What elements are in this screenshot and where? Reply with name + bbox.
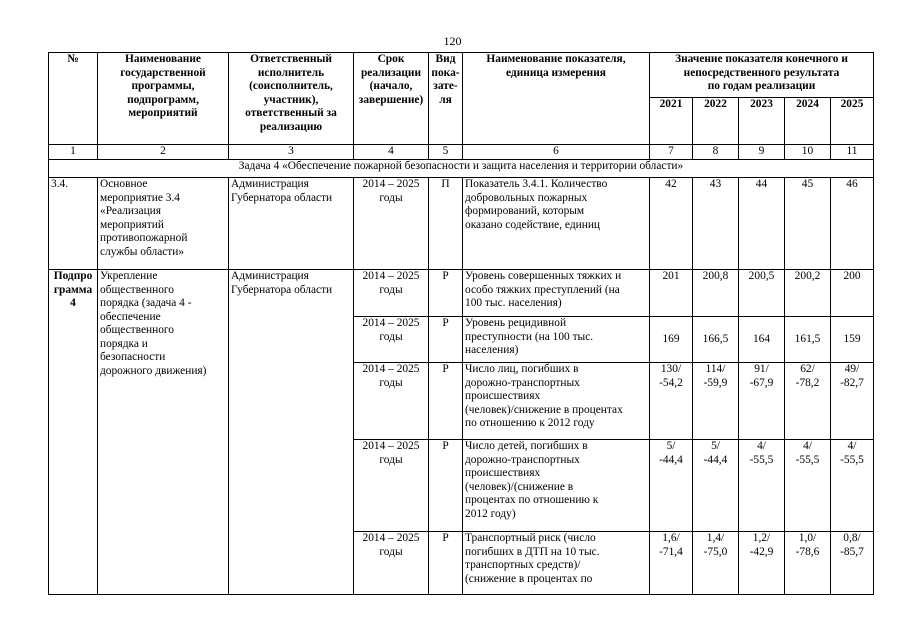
header-year: 2022 — [693, 98, 739, 145]
executor: Администрация Губернатора области — [229, 178, 354, 270]
indicator-type: Р — [429, 363, 463, 440]
indicator-type: Р — [429, 317, 463, 363]
value-2022: 200,8 — [693, 270, 739, 317]
indicator-name: Уровень рецидивной преступности (на 100 тыс. населения) — [463, 317, 650, 363]
header-year: 2021 — [650, 98, 693, 145]
subprogram-name: Укрепление общественного порядка (задача 4 - обеспечение общественного порядка и безопасности дорожного движения) — [98, 270, 229, 595]
value-2025: 159 — [831, 317, 874, 363]
header-values-title: Значение показателя конечного и непосредственного результата по годам реализации — [650, 53, 874, 98]
indicator-name: Уровень совершенных тяжких и особо тяжких преступлений (на 100 тыс. населения) — [463, 270, 650, 317]
indicator-name: Транспортный риск (число погибших в ДТП на 10 тыс. транспортных средств)/ (снижение в процентах по — [463, 532, 650, 595]
header-year: 2023 — [739, 98, 785, 145]
page-number: 120 — [443, 34, 462, 48]
value-2021: 169 — [650, 317, 693, 363]
table-row — [49, 270, 874, 317]
value-2025: 46 — [831, 178, 874, 270]
header-num: № — [49, 53, 98, 145]
value-2021: 130/ -54,2 — [650, 363, 693, 440]
value-2023: 4/ -55,5 — [739, 440, 785, 532]
indicator-type: П — [429, 178, 463, 270]
term: 2014 – 2025 годы — [354, 532, 429, 595]
term: 2014 – 2025 годы — [354, 317, 429, 363]
value-2024: 45 — [785, 178, 831, 270]
term: 2014 – 2025 годы — [354, 440, 429, 532]
col-number: 1 — [49, 145, 98, 160]
header-row-1 — [49, 53, 874, 98]
value-2021: 201 — [650, 270, 693, 317]
col-number: 7 — [650, 145, 693, 160]
value-2025: 49/ -82,7 — [831, 363, 874, 440]
header-year: 2024 — [785, 98, 831, 145]
value-2023: 164 — [739, 317, 785, 363]
value-2025: 200 — [831, 270, 874, 317]
indicator-type: Р — [429, 270, 463, 317]
task-title: Задача 4 «Обеспечение пожарной безопасности и защита населения и территории области» — [49, 160, 874, 178]
term: 2014 – 2025 годы — [354, 178, 429, 270]
col-number: 10 — [785, 145, 831, 160]
col-number: 6 — [463, 145, 650, 160]
executor: Администрация Губернатора области — [229, 270, 354, 595]
header-name: Наименование государственной программы, подпрограмм, мероприятий — [98, 53, 229, 145]
value-2022: 5/ -44,4 — [693, 440, 739, 532]
value-2024: 62/ -78,2 — [785, 363, 831, 440]
col-number: 4 — [354, 145, 429, 160]
table-row — [49, 178, 874, 270]
task-row — [49, 160, 874, 178]
value-2024: 161,5 — [785, 317, 831, 363]
subprogram-number: Подпро грамма 4 — [49, 270, 98, 595]
value-2021: 5/ -44,4 — [650, 440, 693, 532]
value-2024: 4/ -55,5 — [785, 440, 831, 532]
col-number: 5 — [429, 145, 463, 160]
indicator-name: Число детей, погибших в дорожно-транспортных происшествиях (человек)/(снижение в процентах по отношению к 2012 году) — [463, 440, 650, 532]
value-2023: 1,2/ -42,9 — [739, 532, 785, 595]
col-number: 9 — [739, 145, 785, 160]
value-2021: 1,6/ -71,4 — [650, 532, 693, 595]
value-2025: 4/ -55,5 — [831, 440, 874, 532]
header-executor: Ответственный исполнитель (соисполнитель, участник), ответственный за реализацию — [229, 53, 354, 145]
term: 2014 – 2025 годы — [354, 270, 429, 317]
header-type: Вид пока- зате- ля — [429, 53, 463, 145]
value-2023: 44 — [739, 178, 785, 270]
header-year: 2025 — [831, 98, 874, 145]
col-number: 3 — [229, 145, 354, 160]
row-number: 3.4. — [49, 178, 98, 270]
col-number: 2 — [98, 145, 229, 160]
value-2021: 42 — [650, 178, 693, 270]
header-term: Срок реализации (начало, завершение) — [354, 53, 429, 145]
value-2025: 0,8/ -85,7 — [831, 532, 874, 595]
value-2024: 1,0/ -78,6 — [785, 532, 831, 595]
value-2022: 43 — [693, 178, 739, 270]
header-indicator: Наименование показателя, единица измерения — [463, 53, 650, 145]
column-numbers-row — [49, 145, 874, 160]
term: 2014 – 2025 годы — [354, 363, 429, 440]
value-2023: 91/ -67,9 — [739, 363, 785, 440]
col-number: 11 — [831, 145, 874, 160]
col-number: 8 — [693, 145, 739, 160]
program-table — [48, 52, 874, 595]
activity-name: Основное мероприятие 3.4 «Реализация мероприятий противопожарной службы области» — [98, 178, 229, 270]
value-2022: 114/ -59,9 — [693, 363, 739, 440]
indicator-type: Р — [429, 532, 463, 595]
value-2024: 200,2 — [785, 270, 831, 317]
indicator-name: Показатель 3.4.1. Количество добровольных пожарных формирований, которым оказано содействие, единиц — [463, 178, 650, 270]
value-2022: 166,5 — [693, 317, 739, 363]
value-2023: 200,5 — [739, 270, 785, 317]
value-2022: 1,4/ -75,0 — [693, 532, 739, 595]
indicator-name: Число лиц, погибших в дорожно-транспортных происшествиях (человек)/снижение в процентах по отношению к 2012 году — [463, 363, 650, 440]
indicator-type: Р — [429, 440, 463, 532]
